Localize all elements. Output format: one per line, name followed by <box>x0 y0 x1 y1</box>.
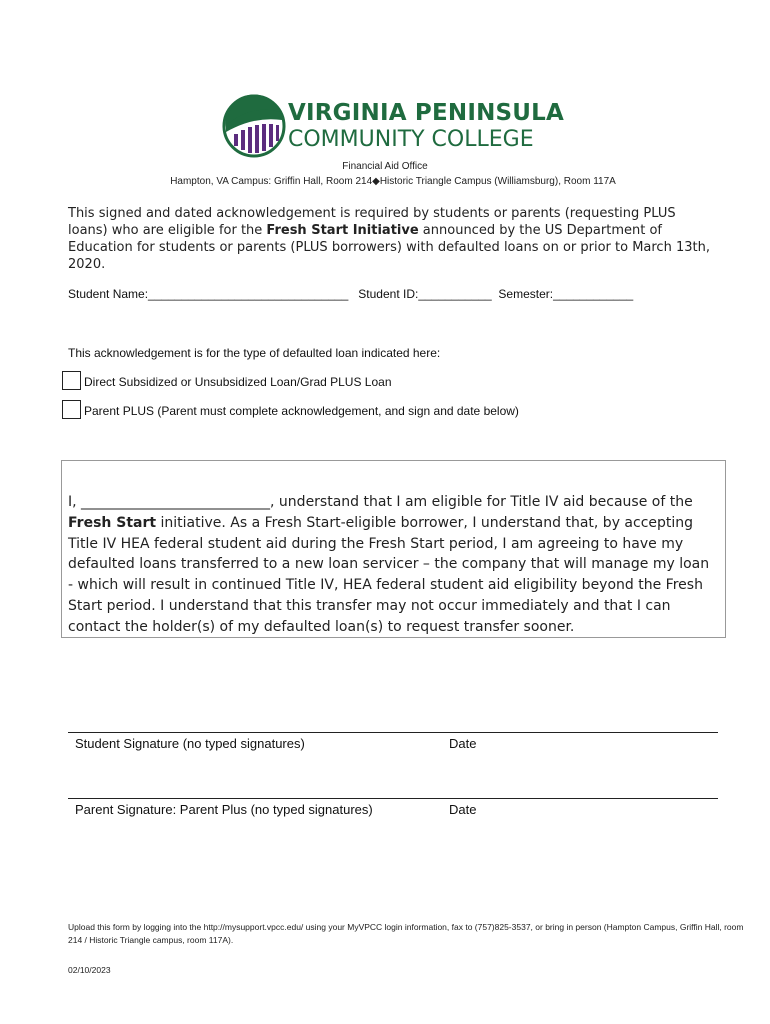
document-date: 02/10/2023 <box>68 965 111 975</box>
student-signature-label: Student Signature (no typed signatures) <box>75 736 305 751</box>
parent-signature-line[interactable] <box>68 798 718 799</box>
intro-paragraph <box>68 205 718 273</box>
ack-text-2: initiative. As a Fresh Start-eligible borrower, I understand that, by accepting Title IV HEA federal student aid during the Fresh Start period, I am agreeing to have my defaulted loans transferred to a new loan servicer – the company that will manage my loan - which will result in continued Title IV, HEA federal student aid eligibility beyond the Fresh Start period. I understand that this transfer may not occur immediately and that I can contact the holder(s) of my defaulted loan(s) to request transfer sooner. <box>68 514 710 635</box>
office-title: Financial Aid Office <box>342 161 428 172</box>
student-name-field[interactable]: Student Name:______________________________ <box>68 287 349 301</box>
student-signature-line[interactable] <box>68 732 718 733</box>
parent-plus-option-label: Parent PLUS (Parent must complete acknowledgement, and sign and date below) <box>84 404 519 418</box>
ack-bold: Fresh Start <box>68 514 157 531</box>
intro-bold: Fresh Start Initiative <box>266 223 419 238</box>
logo-line-2: COMMUNITY COLLEGE <box>288 127 534 152</box>
direct-loan-checkbox[interactable] <box>62 371 81 390</box>
student-id-field[interactable]: Student ID:___________ <box>358 287 492 301</box>
parent-plus-checkbox[interactable] <box>62 400 81 419</box>
office-address: Hampton, VA Campus: Griffin Hall, Room 214◆Historic Triangle Campus (Williamsburg), Room 117A <box>170 176 616 187</box>
semester-field[interactable]: Semester:____________ <box>498 287 634 301</box>
direct-loan-option-label: Direct Subsidized or Unsubsidized Loan/Grad PLUS Loan <box>84 375 392 389</box>
logo-line-1: VIRGINIA PENINSULA <box>288 100 565 126</box>
student-info-fields <box>68 287 633 301</box>
intro-text-1: This signed and dated acknowledgement is required by students or parents (requesting PLUS loans) who are eligible for the <box>68 206 676 238</box>
student-date-label: Date <box>449 736 477 751</box>
intro-text-2: announced by the US Department of Education for students or parents (PLUS borrowers) with defaulted loans on or prior to March 13th, 2020. <box>68 223 710 272</box>
parent-date-label: Date <box>449 802 477 817</box>
ack-text-1: I, ___________________________, understand that I am eligible for Title IV aid because of the <box>68 494 693 510</box>
acknowledgement-text <box>68 492 718 638</box>
college-logo-icon <box>222 94 286 158</box>
parent-signature-label: Parent Signature: Parent Plus (no typed signatures) <box>75 802 373 817</box>
loan-type-prompt: This acknowledgement is for the type of defaulted loan indicated here: <box>68 346 441 360</box>
upload-instructions: Upload this form by logging into the http://mysupport.vpcc.edu/ using your MyVPCC login information, fax to (757)825-3537, or bring in person (Hampton Campus, Griffin Hall, room 214 / Historic Triangle campus, room 117A). <box>68 922 744 945</box>
